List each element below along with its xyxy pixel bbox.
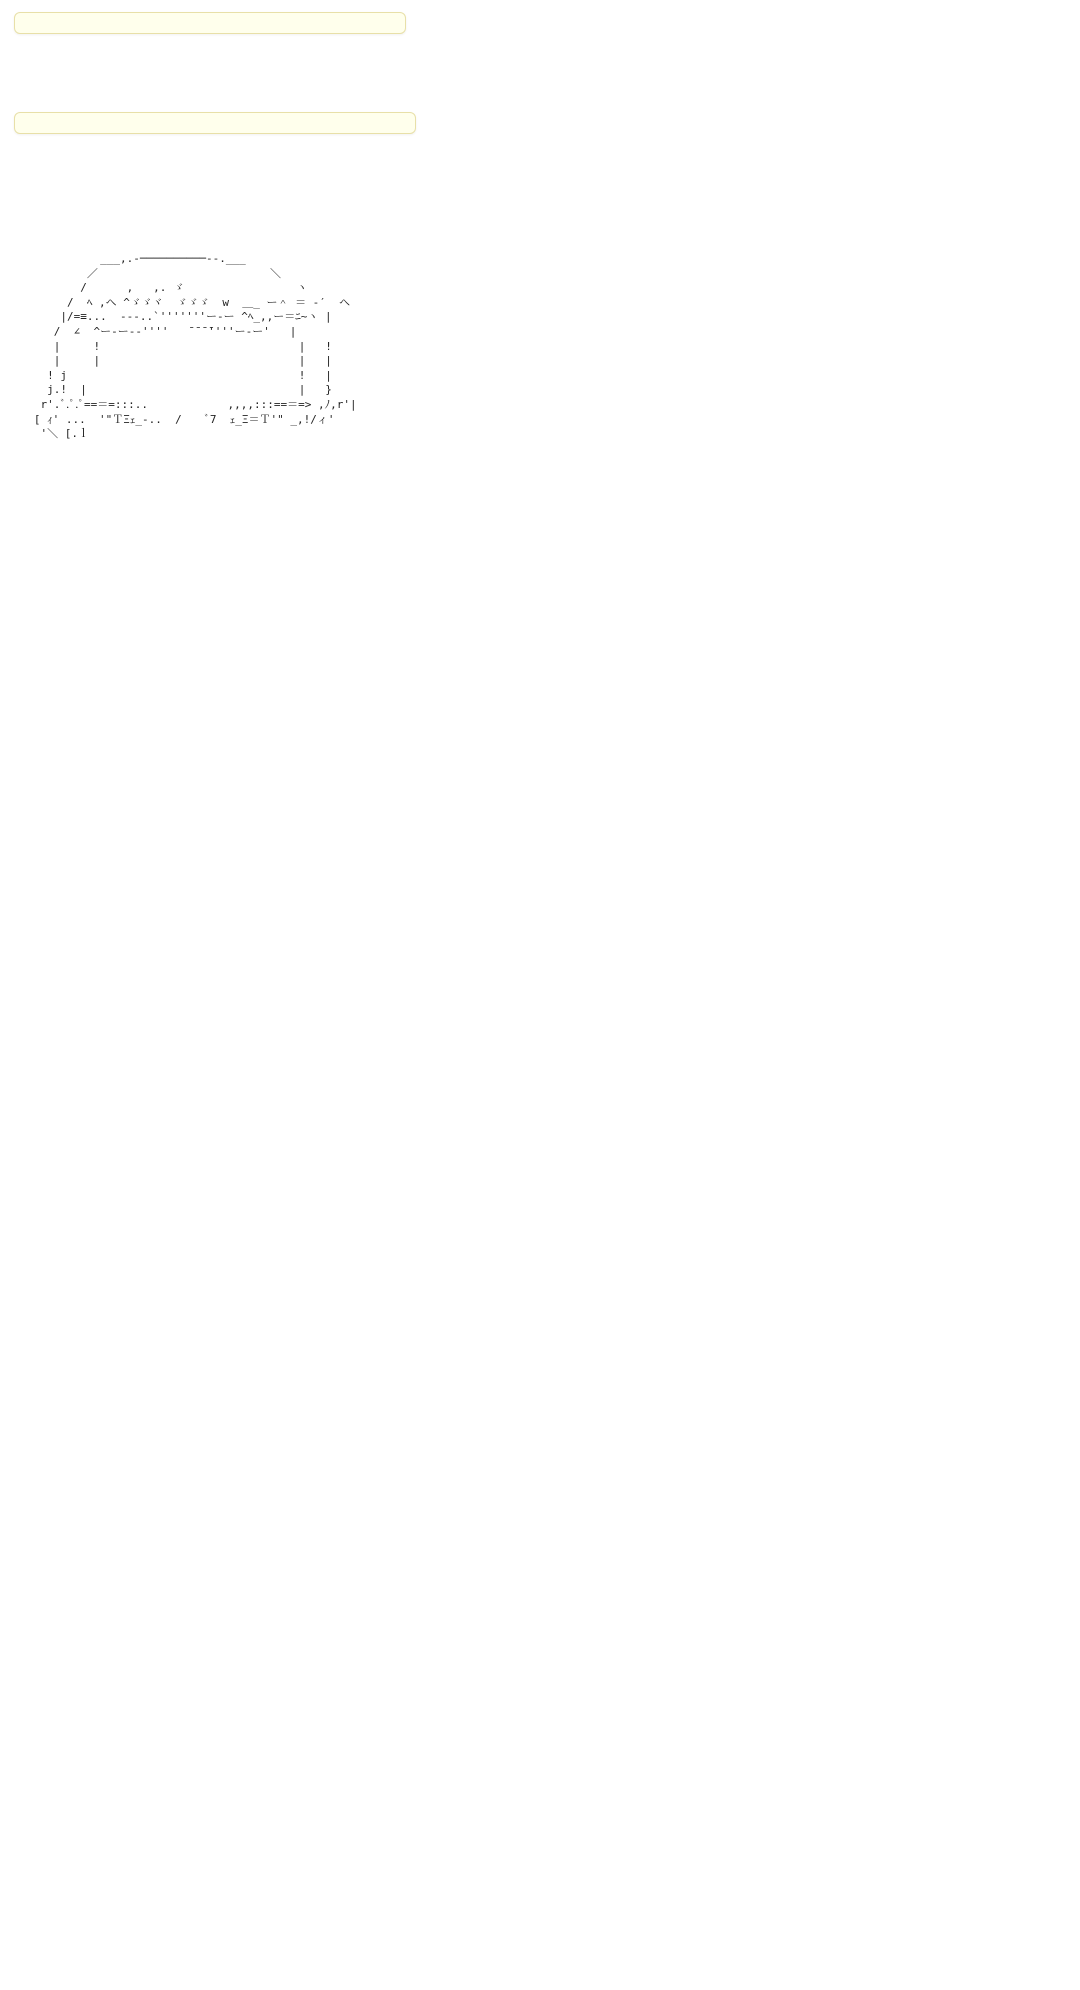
ascii-art-face: ___,.-──────────‐-.___ ／ ＼ / , ,. ゞ ヽ / ﾍ ,ヘ ^ゞゞヾ ゞゞゞ w ＿_ ー＾ ＝ ‐′ ヘ |/=≡... ---..`'''''''ー‐ー ^ﾍ_,,ー＝ﾆ~ヽ | / ∠ ^ー‐ー‐‐'''' ̄ ̄ ̄ ̄''''ー‐ー' | | ! | ! | | | | ! j ! | j.! | | } r'.ﾞ.ﾟ.ﾟ==＝=:::.. ,,,,:::==＝=> ,ﾉ,r'| [ ｨ' ... '"ＴΞｪ_-.. / ﾞ7 ｪ_Ξ＝Ｔ'" _,!/ィ' '＼ [.ｌ (33, 252, 357, 441)
post-bubble (14, 112, 416, 134)
post-bubble (14, 12, 406, 34)
